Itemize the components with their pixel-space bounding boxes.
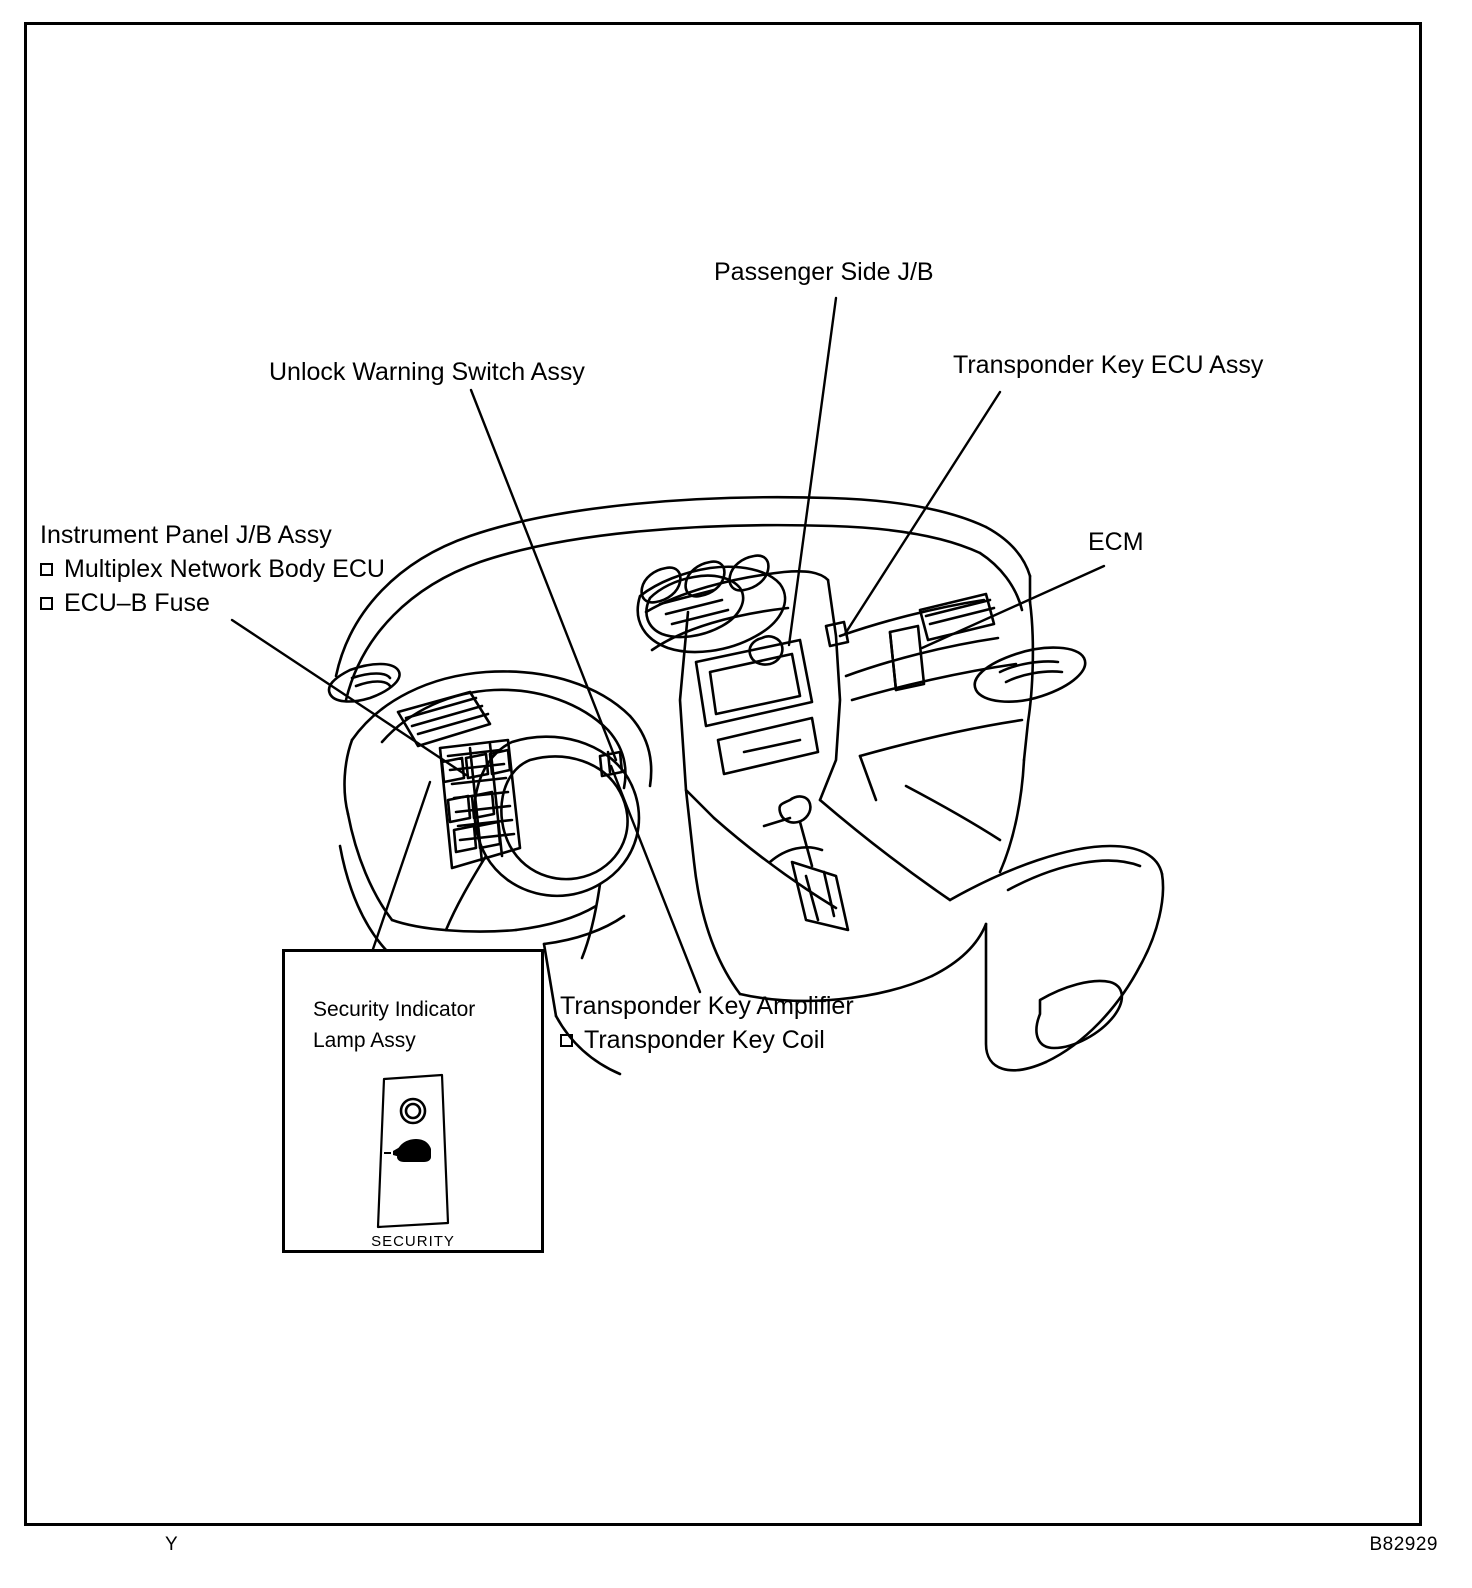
callout-unlock-warning-switch: Unlock Warning Switch Assy bbox=[269, 358, 585, 386]
security-indicator-title-line2: Lamp Assy bbox=[313, 1029, 416, 1052]
instrument-panel-jb-item-0 bbox=[40, 552, 385, 586]
transponder-key-amplifier-item-0 bbox=[560, 1023, 854, 1057]
security-indicator-detail-box bbox=[282, 949, 544, 1253]
figure-mark: Y bbox=[165, 1534, 178, 1555]
car-security-icon bbox=[393, 1139, 431, 1162]
security-indicator-title bbox=[313, 994, 475, 1056]
security-switch-label: SECURITY bbox=[371, 1233, 455, 1250]
security-indicator-title-line1: Security Indicator bbox=[313, 998, 476, 1021]
instrument-panel-jb-item-1-label: ECU–B Fuse bbox=[64, 589, 210, 617]
callout-transponder-key-amplifier bbox=[560, 989, 854, 1057]
checkbox-square-icon bbox=[560, 1034, 573, 1047]
transponder-key-amplifier-item-0-label: Transponder Key Coil bbox=[584, 1026, 825, 1054]
fuse-block bbox=[440, 740, 520, 868]
callout-instrument-panel-jb bbox=[40, 518, 385, 620]
instrument-panel-jb-item-0-label: Multiplex Network Body ECU bbox=[64, 555, 385, 583]
callout-ecm: ECM bbox=[1088, 528, 1144, 556]
figure-code: B82929 bbox=[1369, 1534, 1438, 1555]
security-indicator-switch bbox=[374, 1073, 452, 1231]
instrument-panel-jb-item-1 bbox=[40, 586, 385, 620]
checkbox-square-icon bbox=[40, 563, 53, 576]
callout-transponder-key-ecu: Transponder Key ECU Assy bbox=[953, 351, 1264, 379]
callout-passenger-side-jb: Passenger Side J/B bbox=[714, 258, 934, 286]
instrument-panel-jb-title: Instrument Panel J/B Assy bbox=[40, 521, 332, 549]
transponder-key-amplifier-title: Transponder Key Amplifier bbox=[560, 992, 854, 1020]
checkbox-square-icon bbox=[40, 597, 53, 610]
